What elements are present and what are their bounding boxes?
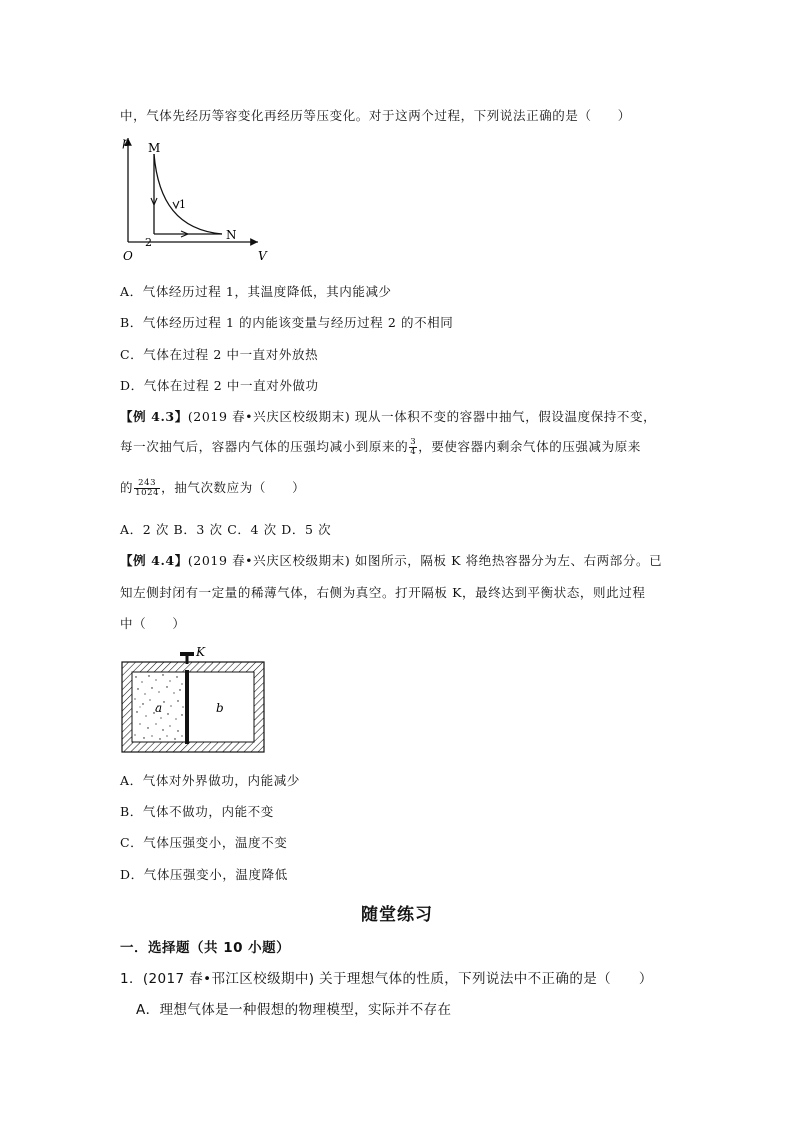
exercise-1-option-a: A．理想气体是一种假想的物理模型，实际并不存在 — [136, 1002, 452, 1018]
q44-option-a: A．气体对外界做功，内能减少 — [120, 773, 300, 788]
q43-text2a: 每一次抽气后，容器内气体的压强均减小到原来的 — [120, 439, 409, 454]
partition-handle-top — [180, 652, 194, 656]
q44-text1: (2019 春•兴庆区校级期末) 如图所示，隔板 K 将绝热容器分为左、右两部分。已 — [187, 553, 663, 568]
q43-text3b: ，抽气次数应为（ ） — [161, 480, 306, 495]
q42-option-d: D．气体在过程 2 中一直对外做功 — [120, 378, 319, 393]
point-m-label: M — [148, 141, 161, 155]
partition-k — [185, 670, 189, 744]
q44-option-d: D．气体压强变小，温度降低 — [120, 867, 288, 882]
fraction-2-numerator: 243 — [134, 479, 160, 489]
fraction-1-numerator: 3 — [410, 437, 417, 447]
q44-option-c: C．气体压强变小，温度不变 — [120, 835, 288, 850]
q44-option-b: B．气体不做功，内能不变 — [120, 804, 274, 819]
q43-line2 — [120, 437, 641, 457]
process-1-curve — [154, 154, 222, 234]
label-k: K — [196, 645, 205, 659]
q43-line3 — [120, 478, 305, 498]
q43-text3a: 的 — [120, 480, 134, 495]
fraction-2-denominator: 1024 — [135, 488, 160, 498]
q42-option-b: B．气体经历过程 1 的内能该变量与经历过程 2 的不相同 — [120, 315, 454, 330]
exercise-1-question: 1．(2017 春•邗江区校级期中) 关于理想气体的性质，下列说法中不正确的是（ ） — [120, 971, 653, 987]
fraction-1-denominator: 4 — [410, 447, 417, 457]
question-intro: 中，气体先经历等容变化再经历等压变化。对于这两个过程，下列说法正确的是（ ） — [120, 108, 631, 123]
process-1-label: 1 — [179, 198, 186, 211]
point-n-label: N — [226, 228, 237, 242]
q43-text2b: ，要使容器内剩余气体的压强减为原来 — [418, 439, 641, 454]
q43-options: A．2 次 B．3 次 C．4 次 D．5 次 — [120, 522, 332, 537]
section-title: 随堂练习 — [361, 905, 433, 925]
origin-label: O — [123, 249, 133, 263]
label-a: a — [155, 701, 163, 715]
q43-line1 — [120, 407, 656, 425]
q43-text1: (2019 春•兴庆区校级期末) 现从一体积不变的容器中抽气，假设温度保持不变， — [187, 409, 657, 424]
q44-line3: 中（ ） — [120, 616, 186, 631]
axis-label-v: V — [258, 249, 267, 263]
label-b: b — [216, 701, 224, 715]
process-2-label: 2 — [145, 236, 152, 249]
q43-tag: 【例 4.3】 — [120, 409, 188, 424]
subsection-heading: 一．选择题（共 10 小题） — [120, 940, 291, 956]
container-diagram — [118, 644, 268, 754]
q44-tag: 【例 4.4】 — [120, 553, 188, 568]
axis-label-p: p — [122, 135, 130, 149]
q42-option-c: C．气体在过程 2 中一直对外放热 — [120, 347, 319, 362]
q44-line2: 知左侧封闭有一定量的稀薄气体，右侧为真空。打开隔板 K，最终达到平衡状态，则此过程 — [120, 585, 646, 600]
q44-line1 — [120, 551, 662, 569]
fraction-three-quarters — [409, 438, 417, 457]
q42-option-a: A．气体经历过程 1，其温度降低，其内能减少 — [120, 284, 392, 299]
fraction-243-1024 — [134, 479, 160, 498]
pv-graph — [118, 132, 268, 264]
